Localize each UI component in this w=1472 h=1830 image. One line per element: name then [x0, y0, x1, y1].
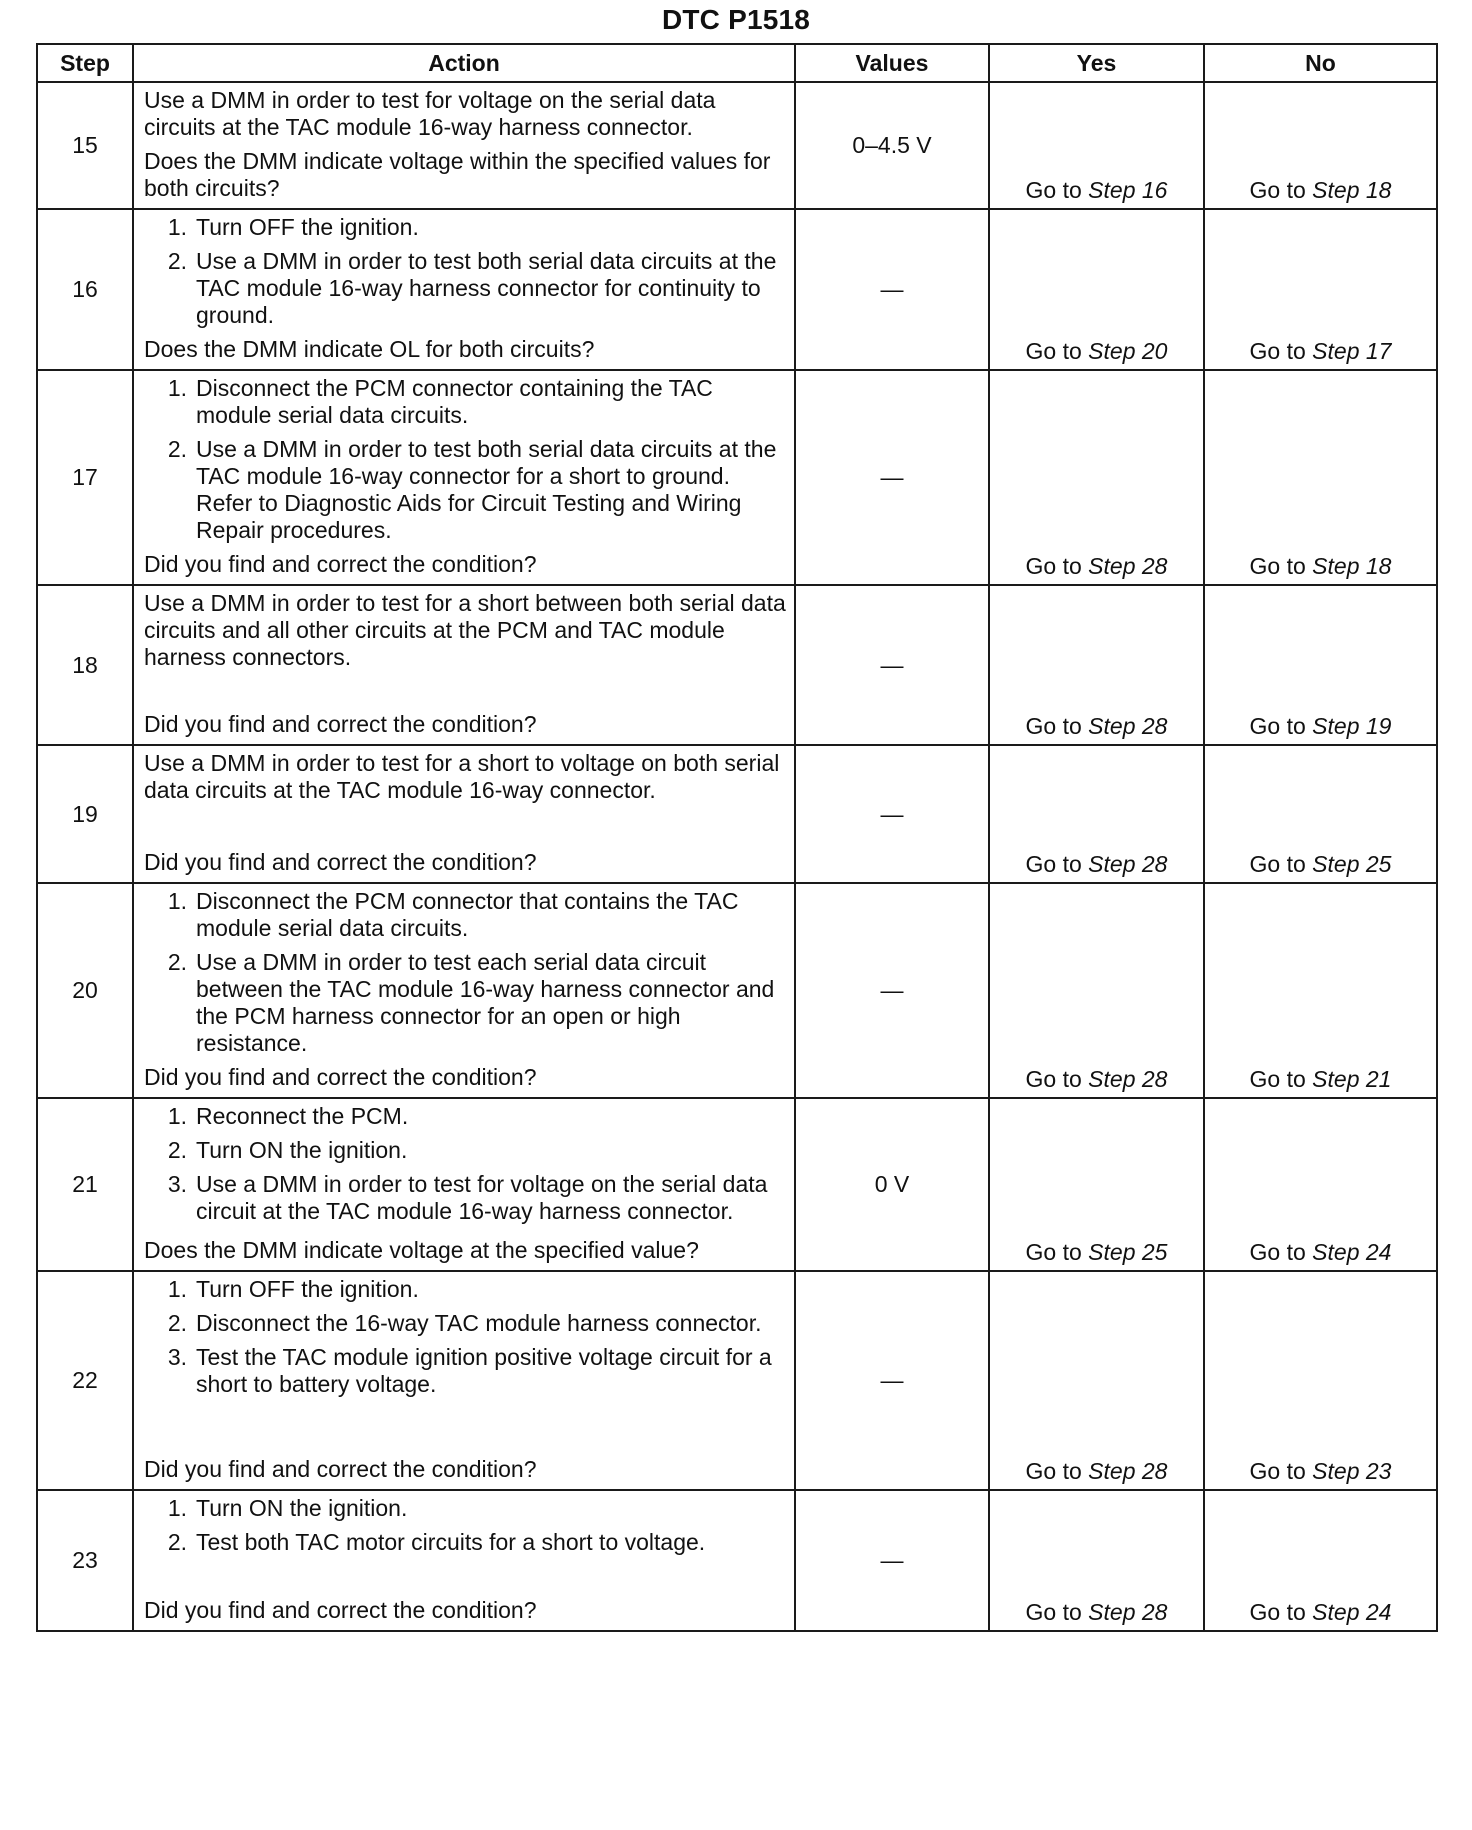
action-cell [133, 82, 795, 209]
procedure-number: 3. [167, 1344, 187, 1370]
action-instructions [144, 1103, 786, 1232]
value-cell: — [795, 209, 989, 370]
procedure-text: Turn ON the ignition. [196, 1495, 408, 1521]
step-number: 20 [37, 883, 133, 1098]
action-cell [133, 209, 795, 370]
procedure-number: 1. [167, 1103, 187, 1129]
no-cell [1204, 209, 1437, 370]
procedure-number: 2. [167, 1137, 187, 1163]
procedure-text: Turn OFF the ignition. [196, 1276, 419, 1302]
yes-cell [989, 883, 1204, 1098]
procedure-text: Test the TAC module ignition positive voltage circuit for a short to battery voltage. [196, 1344, 772, 1397]
no-cell [1204, 1098, 1437, 1271]
procedure-number: 1. [167, 214, 187, 240]
procedure-item [144, 1171, 786, 1225]
goto-yes: Go to Step 28 [1025, 713, 1168, 739]
procedure-item [144, 375, 786, 429]
action-cell [133, 1490, 795, 1631]
procedure-list [144, 1495, 786, 1556]
procedure-item [144, 949, 786, 1057]
no-cell [1204, 585, 1437, 745]
value-cell: 0–4.5 V [795, 82, 989, 209]
procedure-text: Use a DMM in order to test for voltage on the serial data circuit at the TAC module 16-way harness connector. [196, 1171, 768, 1224]
procedure-text: Disconnect the 16-way TAC module harness connector. [196, 1310, 762, 1336]
goto-no: Go to Step 24 [1249, 1599, 1392, 1625]
goto-no: Go to Step 18 [1249, 553, 1392, 579]
procedure-item [144, 1103, 786, 1130]
header-yes: Yes [989, 44, 1204, 82]
step-number: 18 [37, 585, 133, 745]
procedure-item [144, 1310, 786, 1337]
goto-no: Go to Step 21 [1249, 1066, 1392, 1092]
procedure-item [144, 888, 786, 942]
goto-step-ref: Step 23 [1312, 1458, 1392, 1484]
goto-step-ref: Step 28 [1088, 1066, 1168, 1092]
step-number: 15 [37, 82, 133, 209]
action-content [144, 1276, 786, 1483]
action-instructions [144, 1495, 786, 1563]
procedure-text: Turn ON the ignition. [196, 1137, 408, 1163]
action-instructions [144, 87, 786, 148]
procedure-item [144, 248, 786, 329]
goto-step-ref: Step 17 [1312, 338, 1392, 364]
action-cell [133, 883, 795, 1098]
action-question: Did you find and correct the condition? [144, 1456, 537, 1482]
yes-cell [989, 370, 1204, 585]
action-content [144, 1495, 786, 1624]
action-question: Did you find and correct the condition? [144, 849, 537, 875]
no-cell [1204, 370, 1437, 585]
goto-no: Go to Step 18 [1249, 177, 1392, 203]
goto-step-ref: Step 24 [1312, 1599, 1392, 1625]
procedure-text: Use a DMM in order to test each serial data circuit between the TAC module 16-way harness connector and the PCM harness connector for an open or high resistance. [196, 949, 775, 1056]
no-cell [1204, 1490, 1437, 1631]
action-instructions [144, 888, 786, 1064]
action-instructions [144, 214, 786, 336]
yes-cell [989, 1490, 1204, 1631]
goto-no: Go to Step 23 [1249, 1458, 1392, 1484]
procedure-text: Disconnect the PCM connector containing the TAC module serial data circuits. [196, 375, 713, 428]
goto-step-ref: Step 25 [1088, 1239, 1168, 1265]
action-question: Did you find and correct the condition? [144, 711, 537, 737]
procedure-number: 1. [167, 375, 187, 401]
goto-yes: Go to Step 28 [1025, 1599, 1168, 1625]
action-text: Use a DMM in order to test for a short between both serial data circuits and all other circuits at the PCM and TAC module harness connectors. [144, 590, 786, 670]
procedure-number: 2. [167, 949, 187, 975]
procedure-number: 1. [167, 888, 187, 914]
action-text: Use a DMM in order to test for voltage on the serial data circuits at the TAC module 16-way harness connector. [144, 87, 716, 140]
no-cell [1204, 745, 1437, 883]
table-row [37, 209, 1437, 370]
action-question: Does the DMM indicate OL for both circuits? [144, 336, 595, 362]
yes-cell [989, 82, 1204, 209]
goto-yes: Go to Step 28 [1025, 1458, 1168, 1484]
procedure-text: Test both TAC motor circuits for a short to voltage. [196, 1529, 706, 1555]
goto-no: Go to Step 19 [1249, 713, 1392, 739]
goto-yes: Go to Step 28 [1025, 851, 1168, 877]
action-text: Use a DMM in order to test for a short to voltage on both serial data circuits at the TAC module 16-way connector. [144, 750, 780, 803]
no-cell [1204, 82, 1437, 209]
goto-step-ref: Step 28 [1088, 851, 1168, 877]
goto-yes: Go to Step 28 [1025, 553, 1168, 579]
goto-no: Go to Step 17 [1249, 338, 1392, 364]
goto-step-ref: Step 20 [1088, 338, 1168, 364]
procedure-list [144, 214, 786, 329]
goto-step-ref: Step 28 [1088, 553, 1168, 579]
procedure-item [144, 1276, 786, 1303]
procedure-number: 3. [167, 1171, 187, 1197]
value-cell: — [795, 745, 989, 883]
goto-no: Go to Step 24 [1249, 1239, 1392, 1265]
goto-yes: Go to Step 28 [1025, 1066, 1168, 1092]
goto-step-ref: Step 16 [1088, 177, 1168, 203]
step-number: 22 [37, 1271, 133, 1490]
goto-yes: Go to Step 16 [1025, 177, 1168, 203]
step-number: 17 [37, 370, 133, 585]
procedure-number: 1. [167, 1495, 187, 1521]
procedure-number: 2. [167, 1310, 187, 1336]
action-question: Did you find and correct the condition? [144, 551, 537, 577]
procedure-item [144, 1344, 786, 1398]
value-cell: — [795, 883, 989, 1098]
action-content [144, 750, 786, 876]
step-number: 19 [37, 745, 133, 883]
table-row [37, 1490, 1437, 1631]
procedure-number: 2. [167, 248, 187, 274]
action-question: Did you find and correct the condition? [144, 1597, 537, 1623]
table-row [37, 585, 1437, 745]
procedure-text: Use a DMM in order to test both serial data circuits at the TAC module 16-way harness connector for continuity to ground. [196, 248, 777, 328]
value-cell: — [795, 370, 989, 585]
goto-yes: Go to Step 25 [1025, 1239, 1168, 1265]
yes-cell [989, 745, 1204, 883]
procedure-list [144, 888, 786, 1057]
table-row [37, 1098, 1437, 1271]
header-values: Values [795, 44, 989, 82]
yes-cell [989, 209, 1204, 370]
procedure-text: Use a DMM in order to test both serial data circuits at the TAC module 16-way connector for a short to ground. Refer to Diagnostic Aids for Circuit Testing and Wiring Repair procedures. [196, 436, 777, 543]
procedure-text: Disconnect the PCM connector that contains the TAC module serial data circuits. [196, 888, 739, 941]
goto-no: Go to Step 25 [1249, 851, 1392, 877]
procedure-number: 1. [167, 1276, 187, 1302]
value-cell: 0 V [795, 1098, 989, 1271]
step-number: 23 [37, 1490, 133, 1631]
action-instructions [144, 1276, 786, 1405]
procedure-list [144, 1276, 786, 1398]
action-question: Did you find and correct the condition? [144, 1064, 537, 1090]
no-cell [1204, 1271, 1437, 1490]
procedure-number: 2. [167, 1529, 187, 1555]
action-content [144, 375, 786, 578]
table-row [37, 82, 1437, 209]
value-cell: — [795, 1271, 989, 1490]
procedure-item [144, 1529, 786, 1556]
procedure-list [144, 1103, 786, 1225]
table-body [37, 82, 1437, 1631]
action-content [144, 1103, 786, 1264]
procedure-text: Reconnect the PCM. [196, 1103, 409, 1129]
yes-cell [989, 1098, 1204, 1271]
yes-cell [989, 585, 1204, 745]
step-number: 21 [37, 1098, 133, 1271]
action-content [144, 87, 786, 202]
action-content [144, 214, 786, 363]
procedure-item [144, 214, 786, 241]
goto-yes: Go to Step 20 [1025, 338, 1168, 364]
value-cell: — [795, 1490, 989, 1631]
goto-step-ref: Step 25 [1312, 851, 1392, 877]
diagnostic-table [36, 43, 1438, 1632]
goto-step-ref: Step 28 [1088, 1599, 1168, 1625]
goto-step-ref: Step 24 [1312, 1239, 1392, 1265]
value-cell: — [795, 585, 989, 745]
procedure-list [144, 375, 786, 544]
procedure-item [144, 436, 786, 544]
action-content [144, 590, 786, 738]
goto-step-ref: Step 28 [1088, 713, 1168, 739]
action-cell [133, 585, 795, 745]
goto-step-ref: Step 18 [1312, 177, 1392, 203]
action-cell [133, 1098, 795, 1271]
action-cell [133, 745, 795, 883]
procedure-number: 2. [167, 436, 187, 462]
action-cell [133, 1271, 795, 1490]
table-row [37, 370, 1437, 585]
table-row [37, 1271, 1437, 1490]
no-cell [1204, 883, 1437, 1098]
header-no: No [1204, 44, 1437, 82]
action-question: Does the DMM indicate voltage at the specified value? [144, 1237, 699, 1263]
goto-step-ref: Step 18 [1312, 553, 1392, 579]
action-question: Does the DMM indicate voltage within the specified values for both circuits? [144, 148, 771, 201]
header-step: Step [37, 44, 133, 82]
procedure-text: Turn OFF the ignition. [196, 214, 419, 240]
procedure-item [144, 1495, 786, 1522]
yes-cell [989, 1271, 1204, 1490]
table-row [37, 745, 1437, 883]
action-instructions [144, 590, 786, 678]
header-action: Action [133, 44, 795, 82]
action-instructions [144, 375, 786, 551]
action-cell [133, 370, 795, 585]
page-title: DTC P1518 [661, 4, 811, 35]
action-instructions [144, 750, 786, 811]
action-content [144, 888, 786, 1091]
table-row [37, 883, 1437, 1098]
goto-step-ref: Step 19 [1312, 713, 1392, 739]
goto-step-ref: Step 21 [1312, 1066, 1392, 1092]
step-number: 16 [37, 209, 133, 370]
goto-step-ref: Step 28 [1088, 1458, 1168, 1484]
table-header-row [37, 44, 1437, 82]
procedure-item [144, 1137, 786, 1164]
